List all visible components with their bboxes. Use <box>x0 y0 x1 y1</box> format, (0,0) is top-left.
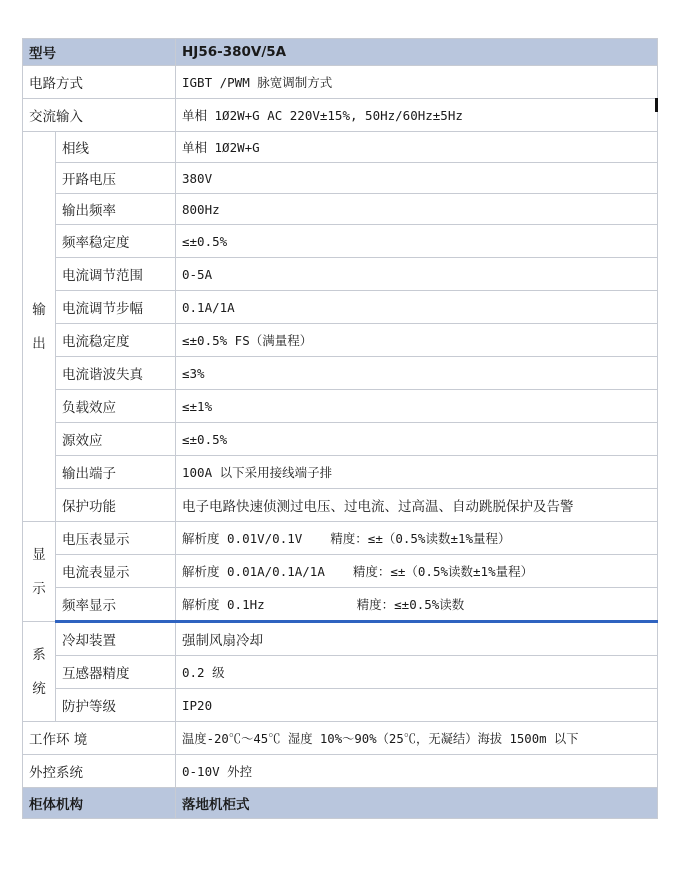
row-label: 频率稳定度 <box>56 225 176 258</box>
row-label: 外控系统 <box>23 755 176 788</box>
table-row <box>23 755 658 788</box>
row-value: 单相 1Ø2W+G <box>176 132 658 163</box>
row-label: 电流稳定度 <box>56 324 176 357</box>
table-row <box>23 689 658 722</box>
row-value: 强制风扇冷却 <box>176 622 658 656</box>
table-row <box>23 132 658 163</box>
row-label: 输出频率 <box>56 194 176 225</box>
row-value: 0.1A/1A <box>176 291 658 324</box>
table-row <box>23 225 658 258</box>
table-row <box>23 423 658 456</box>
row-value: ≤±0.5% FS（满量程） <box>176 324 658 357</box>
footer-value: 落地机柜式 <box>176 788 658 819</box>
table-row <box>23 656 658 689</box>
table-row <box>23 324 658 357</box>
row-value: ≤±0.5% <box>176 225 658 258</box>
row-value: 解析度 0.1Hz 精度：≤±0.5%读数 <box>176 588 658 622</box>
table-row <box>23 357 658 390</box>
row-value: 100A 以下采用接线端子排 <box>176 456 658 489</box>
row-label: 输出端子 <box>56 456 176 489</box>
output-group-label: 输 出 <box>23 132 56 522</box>
spec-table <box>22 38 658 819</box>
row-label: 负载效应 <box>56 390 176 423</box>
header-label: 型号 <box>23 39 176 66</box>
table-row <box>23 99 658 132</box>
row-label: 相线 <box>56 132 176 163</box>
row-value: 380V <box>176 163 658 194</box>
row-value: 0-10V 外控 <box>176 755 658 788</box>
table-row <box>23 390 658 423</box>
row-value: 温度-20℃～45℃ 湿度 10%～90%（25℃，无凝结）海拔 1500m 以下 <box>176 722 658 755</box>
row-value: IP20 <box>176 689 658 722</box>
row-label: 互感器精度 <box>56 656 176 689</box>
display-group-label: 显 示 <box>23 522 56 622</box>
table-row <box>23 163 658 194</box>
row-label: 保护功能 <box>56 489 176 522</box>
table-row <box>23 522 658 555</box>
system-group-label: 系 统 <box>23 622 56 722</box>
table-row <box>23 258 658 291</box>
row-label: 源效应 <box>56 423 176 456</box>
table-row <box>23 622 658 656</box>
footer-label: 柜体机构 <box>23 788 176 819</box>
row-value: ≤3% <box>176 357 658 390</box>
row-value: ≤±1% <box>176 390 658 423</box>
table-row <box>23 722 658 755</box>
table-row <box>23 555 658 588</box>
row-label: 电压表显示 <box>56 522 176 555</box>
row-label: 交流输入 <box>23 99 176 132</box>
row-label: 电路方式 <box>23 66 176 99</box>
row-value: 解析度 0.01V/0.1V 精度：≤±（0.5%读数±1%量程） <box>176 522 658 555</box>
row-value: 0-5A <box>176 258 658 291</box>
row-label: 冷却装置 <box>56 622 176 656</box>
row-value: IGBT /PWM 脉宽调制方式 <box>176 66 658 99</box>
row-label: 工作环 境 <box>23 722 176 755</box>
table-header-row <box>23 39 658 66</box>
table-row <box>23 194 658 225</box>
table-row <box>23 66 658 99</box>
row-label: 防护等级 <box>56 689 176 722</box>
row-value: 单相 1Ø2W+G AC 220V±15%, 50Hz/60Hz±5Hz <box>176 99 658 132</box>
row-label: 电流调节步幅 <box>56 291 176 324</box>
header-value: HJ56-380V/5A <box>176 39 658 66</box>
row-label: 电流调节范围 <box>56 258 176 291</box>
table-row <box>23 489 658 522</box>
table-row <box>23 588 658 622</box>
row-value: 解析度 0.01A/0.1A/1A 精度：≤±（0.5%读数±1%量程） <box>176 555 658 588</box>
row-label: 电流谐波失真 <box>56 357 176 390</box>
row-value: ≤±0.5% <box>176 423 658 456</box>
row-label: 频率显示 <box>56 588 176 622</box>
row-value: 800Hz <box>176 194 658 225</box>
row-label: 开路电压 <box>56 163 176 194</box>
row-value: 0.2 级 <box>176 656 658 689</box>
edge-marker <box>655 98 658 112</box>
table-footer-row <box>23 788 658 819</box>
row-value: 电子电路快速侦测过电压、过电流、过高温、自动跳脱保护及告警 <box>176 489 658 522</box>
row-label: 电流表显示 <box>56 555 176 588</box>
table-row <box>23 456 658 489</box>
table-row <box>23 291 658 324</box>
